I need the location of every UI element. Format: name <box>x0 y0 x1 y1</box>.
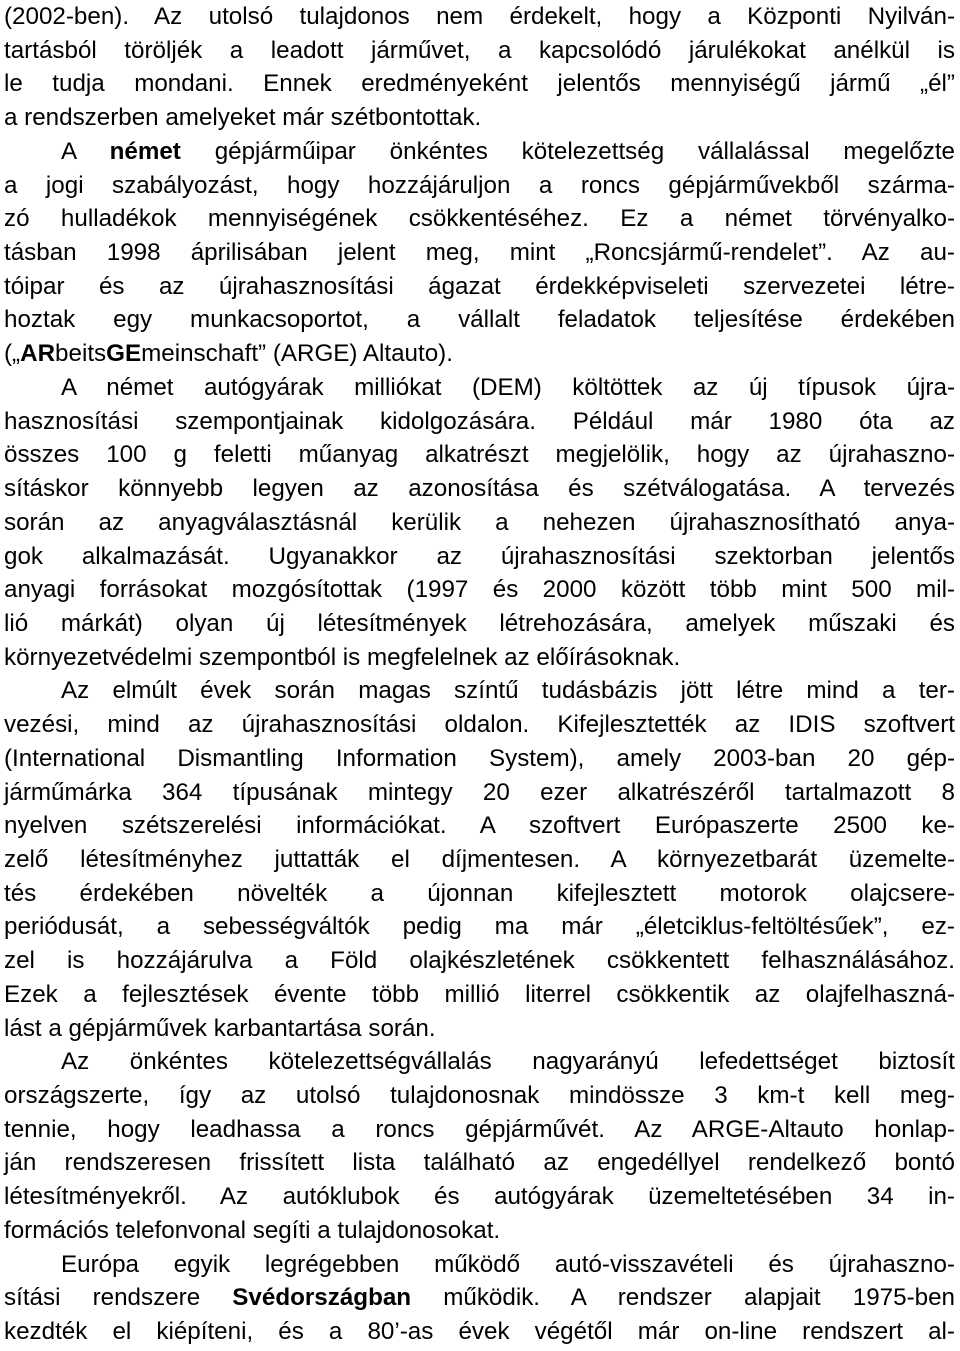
text-line: kezdték el kiépíteni, és a 80’-as évek végétől már on-line rendszert al- <box>4 1318 955 1346</box>
text-line: tennie, hogy leadhassa a roncs gépjárművét. Az ARGE-Altauto honlap- <box>4 1115 955 1143</box>
text-line: összes 100 g feletti műanyag alkatrészt megjelölik, hogy az újrahaszno- <box>4 441 955 469</box>
emphasis: német <box>109 137 181 165</box>
text-line: („ARbeitsGEmeinschaft” (ARGE) Altauto). <box>4 340 453 368</box>
text-line: periódusát, a sebességváltók pedig ma már „életciklus-feltöltésűek”, ez- <box>4 913 955 941</box>
emphasis: AR <box>20 340 56 368</box>
text-line: tóipar és az újrahasznosítási ágazat érdekképviseleti szervezetei létre- <box>4 272 955 300</box>
text-line: ján rendszeresen frissített lista található az engedéllyel rendelkező bontó <box>4 1149 955 1177</box>
text-line: formációs telefonvonal segíti a tulajdonosokat. <box>4 1216 501 1244</box>
paragraph <box>4 1248 955 1349</box>
text-line: lást a gépjárművek karbantartása során. <box>4 1014 436 1042</box>
paragraph <box>4 135 955 371</box>
text-line: Európa egyik legrégebben működő autó-visszavételi és újrahaszno- <box>61 1250 955 1278</box>
text-line: Ezek a fejlesztések évente több millió literrel csökkentik az olajfelhaszná- <box>4 980 955 1008</box>
text-line: zelő létesítményhez juttatták el díjmentesen. A környezetbarát üzemelte- <box>4 845 955 873</box>
text-line: lió márkát) olyan új létesítmények létrehozására, amelyek műszaki és <box>4 609 955 637</box>
emphasis: Svédországban <box>232 1284 412 1312</box>
text-line: Az elmúlt évek során magas színtű tudásbázis jött létre mind a ter- <box>61 677 955 705</box>
text-line: vezési, mind az újrahasznosítási oldalon. Kifejlesztették az IDIS szoftvert <box>4 711 955 739</box>
text-line: környezetvédelmi szempontból is megfelelnek az előírásoknak. <box>4 643 681 671</box>
text-line: országszerte, így az utolsó tulajdonosnak mindössze 3 km-t kell meg- <box>4 1082 955 1109</box>
text-line: nyelven szétszerelési információkat. A szoftvert Európaszerte 2500 ke- <box>4 812 955 840</box>
text-line: A német autógyárak milliókat (DEM) költöttek az új típusok újra- <box>61 373 955 401</box>
text-line: járműmárka 364 típusának mintegy 20 ezer alkatrészéről tartalmazott 8 <box>4 778 955 806</box>
text-line: sításkor könnyebb legyen az azonosítása és szétválogatása. A tervezés <box>4 475 955 503</box>
text-line: hasznosítási szempontjainak kidolgozására. Például már 1980 óta az <box>4 407 955 435</box>
text-line: le tudja mondani. Ennek eredményeként jelentős mennyiségű jármű „él” <box>4 70 955 98</box>
text-line: A német gépjárműipar önkéntes kötelezettség vállalással megelőzte <box>61 137 955 165</box>
text-line: tásban 1998 áprilisában jelent meg, mint „Roncsjármű-rendelet”. Az au- <box>4 239 955 267</box>
text-line: anyagi forrásokat mozgósítottak (1997 és 2000 között több mint 500 mil- <box>4 576 955 604</box>
text-line: (International Dismantling Information System), amely 2003-ban 20 gép- <box>4 744 955 772</box>
text-line: (2002-ben). Az utolsó tulajdonos nem érdekelt, hogy a Központi Nyilván- <box>4 3 955 30</box>
text-line: tartásból töröljék a leadott járművet, a kapcsolódó járulékokat anélkül is <box>4 36 955 64</box>
text-line: tés érdekében növelték a újonnan kifejlesztett motorok olajcsere- <box>4 879 955 907</box>
text-line: Az önkéntes kötelezettségvállalás nagyarányú lefedettséget biztosít <box>61 1048 955 1076</box>
text-line: a jogi szabályozást, hogy hozzájáruljon a roncs gépjárművekből szárma- <box>4 171 955 199</box>
emphasis: GE <box>106 340 142 368</box>
text-line: zó hulladékok mennyiségének csökkentéséhez. Ez a német törvényalko- <box>4 205 955 233</box>
paragraph <box>4 371 955 674</box>
paragraph <box>4 1045 955 1247</box>
paragraph <box>4 0 955 135</box>
document-body <box>4 0 955 1349</box>
text-line: sítási rendszere Svédországban működik. A rendszer alapjait 1975-ben <box>4 1284 955 1312</box>
text-line: a rendszerben amelyeket már szétbontottak. <box>4 104 482 132</box>
text-line: hoztak egy munkacsoportot, a vállalt feladatok teljesítése érdekében <box>4 306 955 334</box>
text-line: létesítményekről. Az autóklubok és autógyárak üzemeltetésében 34 in- <box>4 1183 955 1211</box>
paragraph <box>4 674 955 1045</box>
text-line: gok alkalmazását. Ugyanakkor az újrahasznosítási szektorban jelentős <box>4 542 955 570</box>
text-line: zel is hozzájárulva a Föld olajkészletének csökkentett felhasználásához. <box>4 947 955 975</box>
text-line: során az anyagválasztásnál kerülik a nehezen újrahasznosítható anya- <box>4 508 955 536</box>
